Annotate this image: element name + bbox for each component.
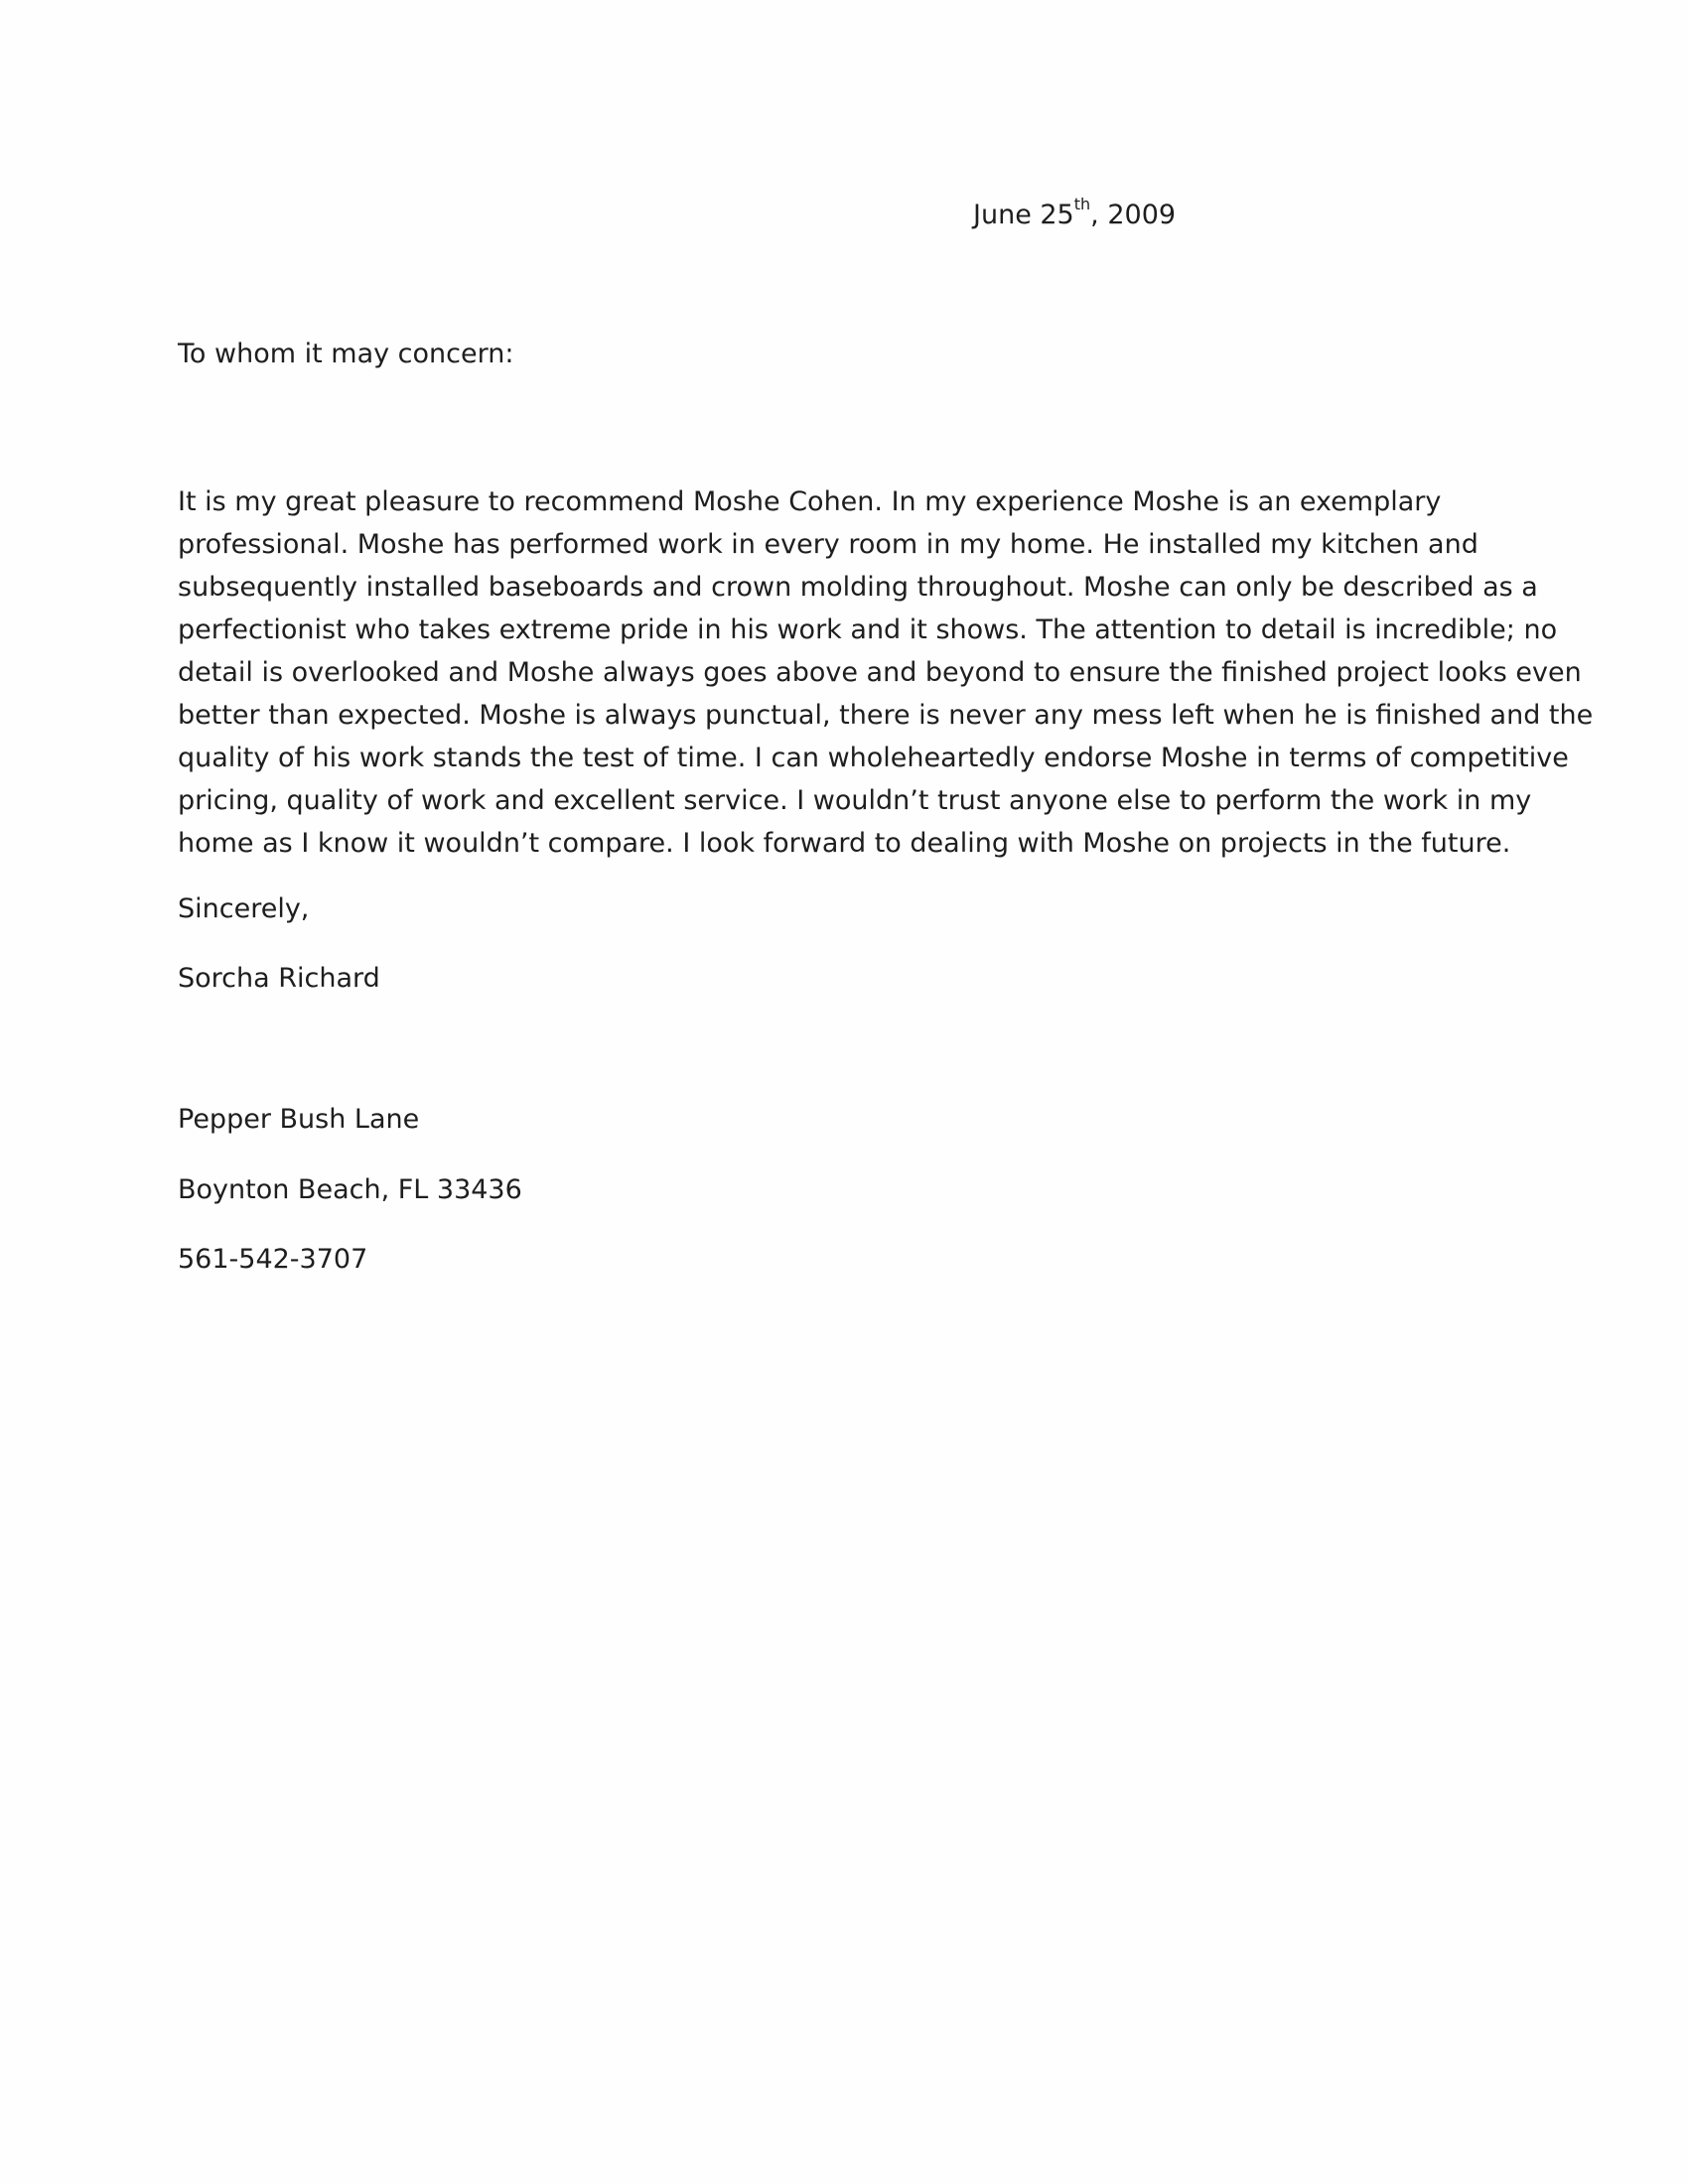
body-line: perfectionist who takes extreme pride in his work and it shows. The attention to detail is incredible; no xyxy=(178,614,1558,645)
body-line: pricing, quality of work and excellent service. I wouldn’t trust anyone else to perform the work in my xyxy=(178,785,1532,816)
address-street: Pepper Bush Lane xyxy=(178,1104,420,1135)
date-ordinal-suffix: th xyxy=(1073,195,1091,213)
closing: Sincerely, xyxy=(178,893,310,924)
phone-number: 561-542-3707 xyxy=(178,1244,368,1275)
date-day: June 25 xyxy=(973,200,1074,230)
letter-body xyxy=(178,480,1593,865)
body-line: detail is overlooked and Moshe always goes above and beyond to ensure the finished project looks even xyxy=(178,657,1582,688)
signer-name: Sorcha Richard xyxy=(178,963,380,994)
body-line: better than expected. Moshe is always punctual, there is never any mess left when he is finished and the xyxy=(178,700,1594,731)
body-line: professional. Moshe has performed work in every room in my home. He installed my kitchen and xyxy=(178,529,1478,560)
address-city: Boynton Beach, FL 33436 xyxy=(178,1174,522,1205)
date-year: , 2009 xyxy=(1090,200,1177,230)
body-line: home as I know it wouldn’t compare. I look forward to dealing with Moshe on projects in the future. xyxy=(178,828,1511,859)
letter-date xyxy=(973,195,1177,232)
body-line: subsequently installed baseboards and crown molding throughout. Moshe can only be described as a xyxy=(178,572,1538,603)
salutation: To whom it may concern: xyxy=(178,339,514,369)
body-line: quality of his work stands the test of time. I can wholeheartedly endorse Moshe in terms of competitive xyxy=(178,743,1569,773)
body-line: It is my great pleasure to recommend Moshe Cohen. In my experience Moshe is an exemplary xyxy=(178,486,1442,517)
